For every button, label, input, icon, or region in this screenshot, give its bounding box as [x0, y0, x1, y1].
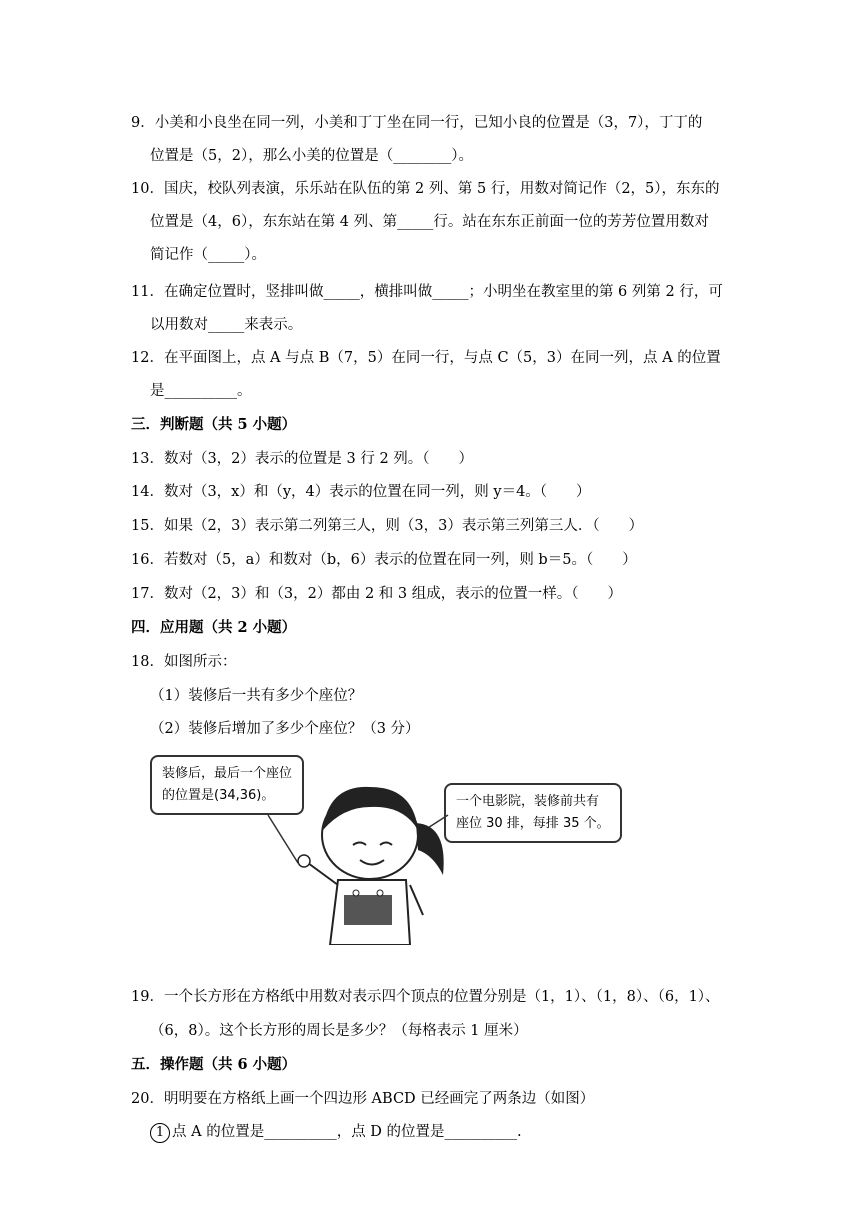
circled-number: 1 — [150, 1123, 170, 1143]
question-18-sub-2: （2）装修后增加了多少个座位？（3 分） — [150, 721, 420, 737]
question-19-line-1: 19．一个长方形在方格纸中用数对表示四个顶点的位置分别是（1，1）、（1，8）、（6，1）、 — [131, 989, 720, 1005]
overall-bib-icon — [344, 895, 392, 925]
section-4-heading: 四．应用题（共 2 小题） — [131, 619, 297, 636]
bubble-tail-left — [268, 815, 298, 863]
question-18-sub-1: （1）装修后一共有多少个座位？ — [150, 688, 363, 704]
speech-bubble-left-line-1: 装修后，最后一个座位 — [162, 766, 293, 781]
question-10-line-1: 10．国庆，校队列表演，乐乐站在队伍的第 2 列、第 5 行，用数对简记作（2，5），东东的 — [131, 181, 720, 197]
question-12-line-2: 是__________。 — [150, 383, 252, 399]
question-17: 17．数对（2，3）和（3，2）都由 2 和 3 组成，表示的位置一样。（ ） — [131, 586, 622, 602]
section-5-heading: 五．操作题（共 6 小题） — [131, 1056, 297, 1073]
question-12-line-1: 12．在平面图上，点 A 与点 B（7，5）在同一行，与点 C（5，3）在同一列，点 A 的位置 — [131, 350, 721, 366]
section-3-heading: 三．判断题（共 5 小题） — [131, 416, 297, 433]
girl-arm-icon — [308, 863, 338, 885]
question-10-line-2: 位置是（4，6），东东站在第 4 列、第_____行。站在东东正前面一位的芳芳位置用数对 — [150, 214, 709, 230]
girl-drawing — [148, 745, 628, 945]
question-18-line-1: 18．如图所示： — [131, 654, 237, 670]
question-9-line-1: 9．小美和小良坐在同一列，小美和丁丁坐在同一行，已知小良的位置是（3，7），丁丁的 — [131, 115, 703, 131]
speech-bubble-right-line-1: 一个电影院，装修前共有 — [456, 794, 600, 809]
question-16: 16．若数对（5，a）和数对（b，6）表示的位置在同一列，则 b＝5。（ ） — [131, 552, 637, 568]
question-14: 14．数对（3，x）和（y，4）表示的位置在同一列，则 y＝4。（ ） — [131, 484, 591, 500]
speech-bubble-left-line-2: 的位置是(34,36)。 — [162, 788, 275, 803]
question-9-line-2: 位置是（5，2），那么小美的位置是（________）。 — [150, 148, 473, 164]
question-13: 13．数对（3，2）表示的位置是 3 行 2 列。（ ） — [131, 451, 474, 467]
girl-ponytail-icon — [416, 823, 444, 875]
question-19-line-2: （6，8）。这个长方形的周长是多少？（每格表示 1 厘米） — [150, 1023, 528, 1039]
question-10-line-3: 简记作（_____）。 — [150, 247, 266, 263]
question-15: 15．如果（2，3）表示第二列第三人，则（3，3）表示第三列第三人．（ ） — [131, 518, 644, 534]
question-11-line-2: 以用数对_____来表示。 — [150, 317, 303, 333]
speech-bubble-right-line-2: 座位 30 排，每排 35 个。 — [456, 816, 610, 831]
question-20-line-2: 点 A 的位置是__________，点 D 的位置是__________. — [172, 1124, 522, 1140]
question-20-line-1: 20．明明要在方格纸上画一个四边形 ABCD 已经画完了两条边（如图） — [131, 1091, 595, 1107]
cinema-illustration — [148, 745, 628, 945]
question-20-line-2-wrapper — [150, 1122, 522, 1143]
question-11-line-1: 11．在确定位置时，竖排叫做_____，横排叫做_____；小明坐在教室里的第 6 列第 2 行，可 — [131, 284, 723, 300]
